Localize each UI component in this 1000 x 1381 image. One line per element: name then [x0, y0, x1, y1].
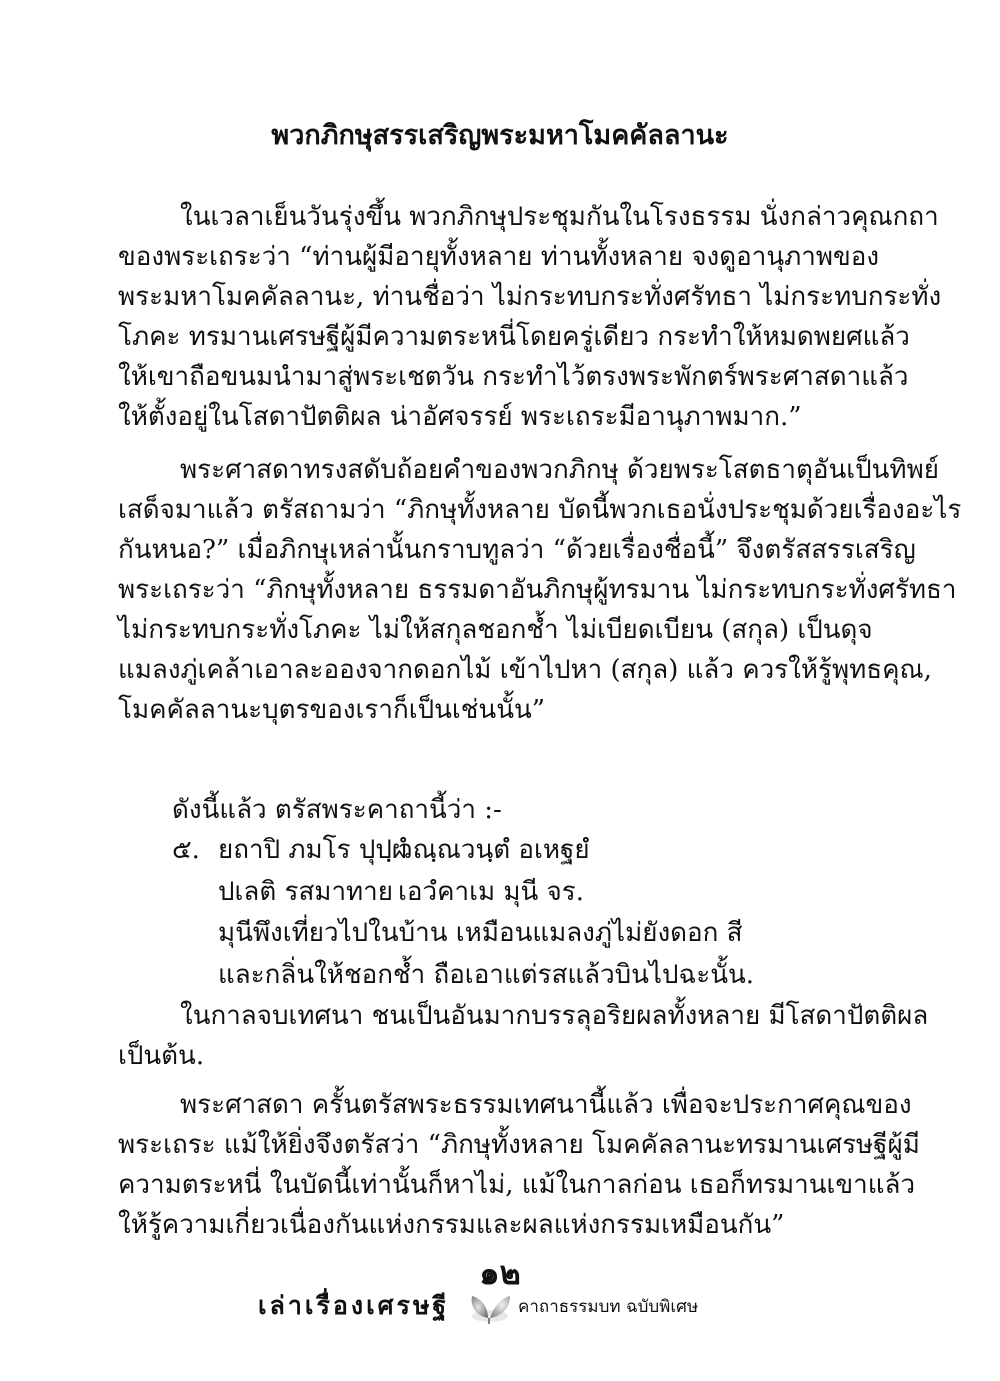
verse-translation-line: มุนีพึงเที่ยวไปในบ้าน เหมือนแมลงภู่ไม่ยังดอก สี: [218, 918, 743, 948]
verse-pali-line: ปเลติ รสมาทาย: [218, 877, 394, 907]
text-line: พระเถระ แม้ให้ยิ่งจึงตรัสว่า “ภิกษุทั้งหลาย โมคคัลลานะทรมานเศรษฐีผู้มี: [118, 1130, 920, 1160]
paragraph-4: [118, 1085, 920, 1245]
text-line: ให้รู้ความเกี่ยวเนื่องกันแห่งกรรมและผลแห่งกรรมเหมือนกัน”: [118, 1210, 785, 1240]
text-line: ของพระเถระว่า “ท่านผู้มีอายุทั้งหลาย ท่านทั้งหลาย จงดูอานุภาพของ: [118, 242, 880, 272]
page-number: ๑๒: [479, 1254, 521, 1292]
text-line: แมลงภู่เคล้าเอาละอองจากดอกไม้ เข้าไปหา (สกุล) แล้ว ควรให้รู้พุทธคุณ,: [118, 655, 932, 685]
paragraph-3: [118, 996, 929, 1076]
leaf-icon: [466, 1286, 514, 1326]
text-line: โมคคัลลานะบุตรของเราก็เป็นเช่นนั้น”: [118, 695, 546, 725]
text-line: โภคะ ทรมานเศรษฐีผู้มีความตระหนี่โดยครู่เดียว กระทำให้หมดพยศแล้ว: [118, 322, 910, 352]
text-line: เสด็จมาแล้ว ตรัสถามว่า “ภิกษุทั้งหลาย บัดนี้พวกเธอนั่งประชุมด้วยเรื่องอะไร: [118, 495, 962, 525]
text-line: พระมหาโมคคัลลานะ, ท่านชื่อว่า ไม่กระทบกระทั่งศรัทธา ไม่กระทบกระทั่ง: [118, 282, 942, 312]
verse-pali-line: ยถาปิ ภมโร ปุปฺผํ: [218, 835, 408, 865]
paragraph-1: [118, 197, 942, 437]
text-line: ในเวลาเย็นวันรุ่งขึ้น พวกภิกษุประชุมกันในโรงธรรม นั่งกล่าวคุณกถา: [180, 202, 939, 232]
verse-intro: ดังนี้แล้ว ตรัสพระคาถานี้ว่า :-: [172, 795, 502, 825]
text-line: เป็นต้น.: [118, 1041, 205, 1071]
text-line: พระเถระว่า “ภิกษุทั้งหลาย ธรรมดาอันภิกษุผู้ทรมาน ไม่กระทบกระทั่งศรัทธา: [118, 575, 957, 605]
text-line: ให้เขาถือขนมนำมาสู่พระเชตวัน กระทำไว้ตรงพระพักตร์พระศาสดาแล้ว: [118, 362, 909, 392]
text-line: ในกาลจบเทศนา ชนเป็นอันมากบรรลุอริยผลทั้งหลาย มีโสดาปัตติผล: [180, 1001, 929, 1031]
text-line: กันหนอ?” เมื่อภิกษุเหล่านั้นกราบทูลว่า “ด้วยเรื่องชื่อนี้” จึงตรัสสรรเสริญ: [118, 535, 916, 565]
text-line: พระศาสดาทรงสดับถ้อยคำของพวกภิกษุ ด้วยพระโสตธาตุอันเป็นทิพย์: [180, 455, 939, 485]
verse-translation-line: และกลิ่นให้ชอกช้ำ ถือเอาแต่รสแล้วบินไปฉะนั้น.: [218, 960, 755, 990]
footer-series-title: คาถาธรรมบท ฉบับพิเศษ: [518, 1297, 699, 1317]
text-line: พระศาสดา ครั้นตรัสพระธรรมเทศนานี้แล้ว เพื่อจะประกาศคุณของ: [180, 1090, 912, 1120]
verse-pali-line: เอวํคาเม มุนี จร.: [398, 877, 585, 907]
page-title: พวกภิกษุสรรเสริญพระมหาโมคคัลลานะ: [271, 120, 729, 151]
text-line: ไม่กระทบกระทั่งโภคะ ไม่ให้สกุลชอกช้ำ ไม่เบียดเบียน (สกุล) เป็นดุจ: [118, 615, 873, 645]
verse-number: ๕.: [172, 835, 200, 865]
footer-book-title: เล่าเรื่องเศรษฐี: [258, 1291, 450, 1320]
text-line: ความตระหนี่ ในบัดนี้เท่านั้นก็หาไม่, แม้ในกาลก่อน เธอก็ทรมานเขาแล้ว: [118, 1170, 916, 1200]
paragraph-2: [118, 450, 962, 730]
verse-pali-line: วณฺณวนฺตํ อเหฐยํ: [398, 835, 590, 865]
text-line: ให้ตั้งอยู่ในโสดาปัตติผล น่าอัศจรรย์ พระเถระมีอานุภาพมาก.”: [118, 402, 802, 432]
